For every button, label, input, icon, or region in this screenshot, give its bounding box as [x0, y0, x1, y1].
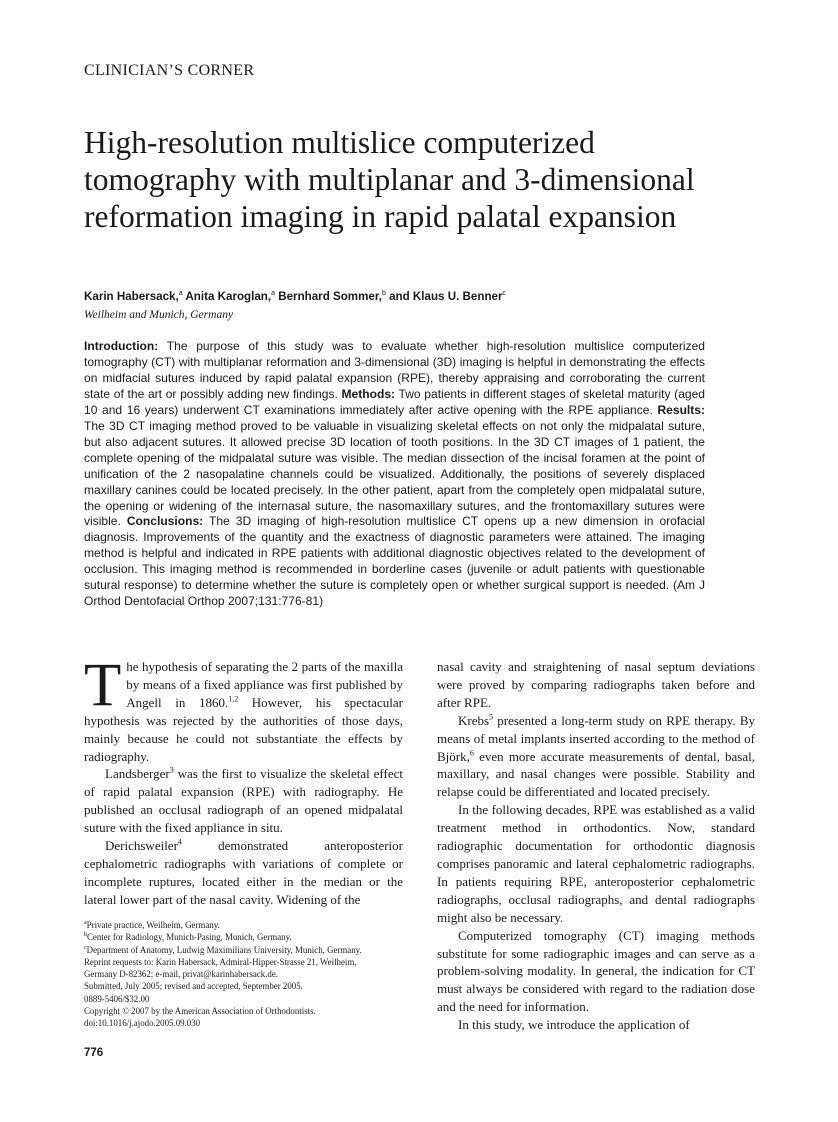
footnote-text: Department of Anatomy, Ludwig Maximilians University, Munich, Germany. — [86, 944, 362, 955]
abstract-results-text: The 3D CT imaging method proved to be valuable in visualizing skeletal effects on not only the midpalatal suture, but also adjacent sutures. It allowed precise 3D location of tooth positions. In the 3D CT images of 1 patient, the complete opening of the midpalatal suture was visible. The median dissection of the incisal foramen at the point of unification of the 2 nasopalatine channels could be visualized. Additionally, the positions of severely displaced maxillary canines could be located precisely. In the other patient, apart from the completely open midpalatal suture, the opening or widening of the internasal suture, the nasomaxillary sutures, and the frontomaxillary sutures were visible. — [84, 418, 705, 529]
paragraph-text: Krebs — [458, 712, 490, 728]
footnote-affiliation-b — [84, 931, 406, 943]
footnote-mark: a — [84, 920, 87, 927]
citation-ref: 4 — [177, 837, 182, 847]
paragraph-text: even more accurate measurements of dental, basal, maxillary, and nasal changes were possible. Stability and relapse could be differentiated and located precisely. — [437, 748, 755, 800]
author-location: Weilheim and Munich, Germany — [84, 309, 234, 321]
author-affiliation-mark: c — [502, 290, 506, 298]
body-paragraph — [84, 765, 403, 837]
abstract-intro-label: Introduction: — [84, 339, 159, 353]
abstract-intro-text: The purpose of this study was to evaluate whether high-resolution multislice computerized tomography (CT) with multiplanar reformation and 3-dimensional (3D) imaging is helpful in demonstrating the effects on midfacial sutures induced by rapid palatal expansion (RPE), thereby appraising and corroborating the current state of the art or possibly adding new findings. — [84, 339, 705, 401]
author-name: Karin Habersack, — [84, 290, 179, 303]
abstract-methods-text: Two patients in different stages of skeletal maturity (aged 10 and 16 years) underwent CT examinations immediately after active opening with the RPE appliance. — [84, 386, 705, 417]
body-column-left — [84, 652, 403, 909]
footnote-price: 0889-5406/$32.00 — [84, 993, 150, 1004]
author-affiliation-mark: b — [381, 290, 386, 298]
body-column-right — [437, 658, 755, 1034]
author-affiliation-mark: a — [178, 290, 183, 298]
footnotes — [84, 919, 406, 1030]
section-label: CLINICIAN’S CORNER — [84, 62, 255, 79]
abstract-conclusions-label: Conclusions: — [126, 514, 204, 529]
abstract — [84, 339, 705, 610]
body-paragraph — [437, 712, 755, 802]
footnote-submitted: Submitted, July 2005; revised and accepted, September 2005. — [84, 981, 303, 992]
footnote-text: Center for Radiology, Munich-Pasing, Munich, Germany. — [87, 932, 292, 943]
footnote-reprint-email: Germany D-82362; e-mail, privat@karinhabersack.de. — [84, 969, 278, 980]
body-paragraph: In the following decades, RPE was established as a valid treatment method in orthodontics. Now, standard radiographic documentation for orthodontic diagnosis comprises panoramic and lateral cephalometric radiographs. In patients requiring RPE, anteroposterior cephalometric radiographs, occlusal radiographs, and dental radiographs might also be necessary. — [437, 802, 755, 925]
footnote-doi: doi:10.1016/j.ajodo.2005.09.030 — [84, 1018, 201, 1029]
paragraph-text: he hypothesis of separating the 2 parts of the maxilla by means of a fixed appliance was first published by Angell in 1860. — [126, 659, 403, 710]
author-name: and Klaus U. Benner — [385, 290, 503, 303]
author-affiliation-mark: a — [271, 290, 276, 298]
body-paragraph: In this study, we introduce the application of — [458, 1017, 690, 1033]
body-paragraph: nasal cavity and straightening of nasal septum deviations were proved by comparing radiographs taken before and after RPE. — [437, 659, 755, 710]
footnote-mark: c — [84, 944, 87, 951]
citation-ref: 6 — [469, 748, 474, 758]
footnote-reprint: Reprint requests to: Karin Habersack, Admiral-Hipper-Strasse 21, Weilheim, — [84, 956, 357, 967]
citation-ref: 1,2 — [228, 694, 239, 704]
citation-ref: 5 — [489, 712, 494, 722]
abstract-results-label: Results: — [657, 402, 705, 417]
paragraph-text: demonstrated anteroposterior cephalometric radiographs with variations of complete or incomplete ruptures, located either in the median or the lateral lower part of the nasal cavity. Widening of the — [84, 838, 403, 907]
paragraph-text: Landsberger — [105, 766, 170, 782]
citation-ref: 3 — [169, 766, 174, 776]
page-number: 776 — [84, 1047, 104, 1059]
paragraph-text: Derichsweiler — [105, 838, 178, 854]
footnote-mark: b — [84, 932, 87, 939]
article-title: High-resolution multislice computerized tomography with multiplanar and 3-dimensional reformation imaging in rapid palatal expansion — [84, 125, 695, 234]
author-list — [84, 290, 744, 303]
body-paragraph: Computerized tomography (CT) imaging methods substitute for some radiographic images and can serve as a problem-solving modality. In general, the indication for CT must always be considered with regard to the radiation dose and the need for information. — [437, 927, 755, 1015]
body-paragraph — [84, 837, 403, 909]
abstract-conclusions-text: The 3D imaging of high-resolution multislice CT opens up a new dimension in orofacial diagnosis. Improvements of the quantity and the exactness of diagnostic parameters were attained. The imaging method is helpful and indicated in RPE patients with additional diagnostic objectives related to the development of occlusion. This imaging method is recommended in borderline cases (juvenile or adult patients with questionable sutural response) to determine whether the suture is completely open or whether surgical support is needed. (Am J Orthod Dentofacial Orthop 2007;131:776-81) — [84, 514, 705, 609]
paragraph-text: presented a long-term study on RPE therapy. By means of metal implants inserted according to the method of Björk, — [437, 712, 755, 764]
abstract-methods-label: Methods: — [341, 386, 396, 401]
drop-cap: T — [84, 652, 122, 719]
paragraph-text: However, his spectacular hypothesis was rejected by the authorities of those days, mainly because he could not substantiate the effects by radiography. — [84, 694, 403, 764]
footnote-affiliation-c — [84, 944, 406, 956]
body-paragraph — [84, 652, 403, 765]
footnote-copyright: Copyright © 2007 by the American Association of Orthodontists. — [84, 1006, 316, 1017]
footnote-text: Private practice, Weilheim, Germany. — [86, 920, 220, 930]
paragraph-text: was the first to visualize the skeletal effect of rapid palatal expansion (RPE) with radiography. He published an occlusal radiograph of an opened midpalatal suture with the fixed appliance in situ. — [84, 766, 403, 836]
footnote-affiliation-a — [84, 919, 406, 931]
author-name: Anita Karoglan, — [182, 290, 272, 303]
author-name: Bernhard Sommer, — [275, 290, 382, 303]
